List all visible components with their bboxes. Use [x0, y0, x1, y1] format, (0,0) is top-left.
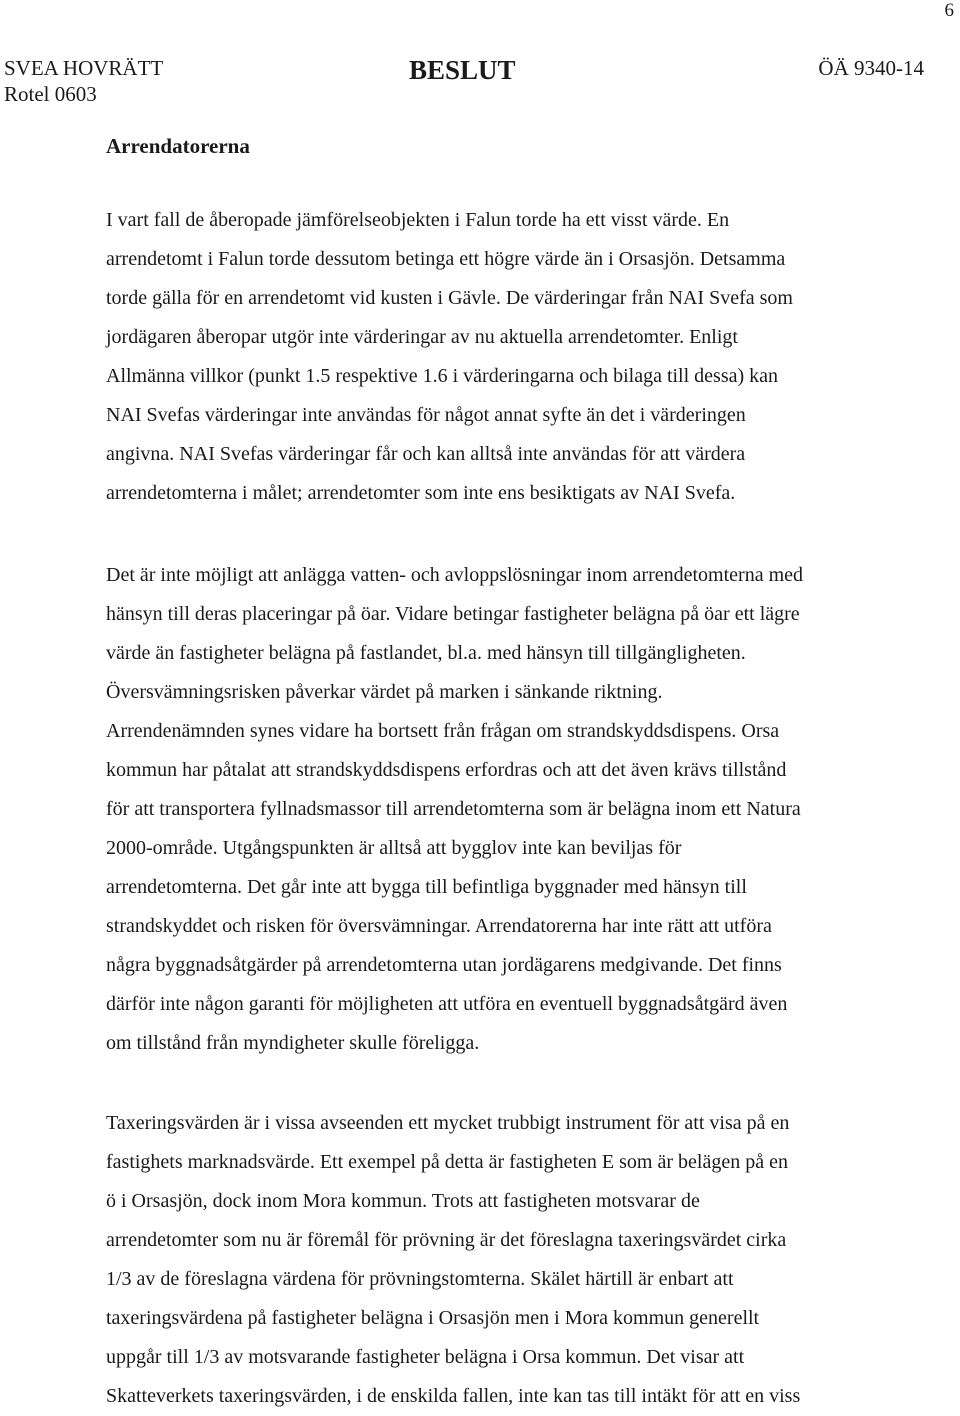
paragraph-line: strandskyddet och risken för översvämningar. Arrendatorerna har inte rätt att utföra [106, 915, 772, 937]
paragraph-line: angivna. NAI Svefas värderingar får och kan alltså inte användas för att värdera [106, 443, 746, 465]
paragraph-line: torde gälla för en arrendetomt vid kusten i Gävle. De värderingar från NAI Svefa som [106, 287, 793, 309]
paragraph-line: värde än fastigheter belägna på fastlandet, bl.a. med hänsyn till tillgängligheten. [106, 642, 746, 664]
paragraph-line: I vart fall de åberopade jämförelseobjekten i Falun torde ha ett visst värde. En [106, 209, 730, 231]
paragraph-line: NAI Svefas värderingar inte användas för något annat syfte än det i värderingen [106, 404, 746, 426]
paragraph-line: Arrendenämnden synes vidare ha bortsett från frågan om strandskyddsdispens. Orsa [106, 720, 780, 742]
paragraph-2 [106, 556, 803, 1063]
paragraph-line: taxeringsvärdena på fastigheter belägna i Orsasjön men i Mora kommun generellt [106, 1307, 760, 1329]
paragraph-line: kommun har påtalat att strandskyddsdispens erfordras och att det även krävs tillstånd [106, 759, 787, 781]
paragraph-line: Skatteverkets taxeringsvärden, i de enskilda fallen, inte kan tas till intäkt för att en viss [106, 1385, 801, 1407]
document-type: BESLUT [409, 55, 516, 85]
paragraph-line: för att transportera fyllnadsmassor till arrendetomterna som är belägna inom ett Natura [106, 798, 801, 820]
court-name: SVEA HOVRÄTT [4, 56, 164, 80]
paragraph-line: Översvämningsrisken påverkar värdet på marken i sänkande riktning. [106, 681, 663, 703]
paragraph-line: fastighets marknadsvärde. Ett exempel på detta är fastigheten E som är belägen på en [106, 1151, 788, 1173]
paragraph-line: 1/3 av de föreslagna värdena för prövningstomterna. Skälet härtill är enbart att [106, 1268, 734, 1290]
paragraph-line: arrendetomt i Falun torde dessutom betinga ett högre värde än i Orsasjön. Detsamma [106, 248, 786, 270]
case-number: ÖÄ 9340-14 [818, 56, 924, 80]
paragraph-line: ö i Orsasjön, dock inom Mora kommun. Trots att fastigheten motsvarar de [106, 1190, 700, 1212]
paragraph-line: hänsyn till deras placeringar på öar. Vidare betingar fastigheter belägna på öar ett lägre [106, 603, 800, 625]
paragraph-line: arrendetomterna i målet; arrendetomter som inte ens besiktigats av NAI Svefa. [106, 482, 736, 504]
paragraph-line: därför inte någon garanti för möjligheten att utföra en eventuell byggnadsåtgärd även [106, 993, 788, 1015]
paragraph-line: några byggnadsåtgärder på arrendetomterna utan jordägarens medgivande. Det finns [106, 954, 782, 976]
paragraph-line: arrendetomter som nu är föremål för prövning är det föreslagna taxeringsvärdet cirka [106, 1229, 787, 1251]
paragraph-line: om tillstånd från myndigheter skulle föreligga. [106, 1032, 480, 1054]
paragraph-line: Det är inte möjligt att anlägga vatten- och avloppslösningar inom arrendetomterna med [106, 564, 804, 586]
paragraph-line: Allmänna villkor (punkt 1.5 respektive 1.6 i värderingarna och bilaga till dessa) kan [106, 365, 779, 387]
division-label: Rotel 0603 [4, 82, 97, 106]
paragraph-3 [106, 1104, 800, 1416]
page-number: 6 [944, 0, 954, 21]
paragraph-line: uppgår till 1/3 av motsvarande fastigheter belägna i Orsa kommun. Det visar att [106, 1346, 745, 1368]
section-heading: Arrendatorerna [106, 134, 250, 158]
paragraph-1 [106, 201, 793, 513]
paragraph-line: Taxeringsvärden är i vissa avseenden ett mycket trubbigt instrument för att visa på en [106, 1112, 790, 1134]
paragraph-line: 2000-område. Utgångspunkten är alltså att bygglov inte kan beviljas för [106, 837, 682, 859]
paragraph-line: jordägaren åberopar utgör inte värderingar av nu aktuella arrendetomter. Enligt [106, 326, 738, 348]
paragraph-line: arrendetomterna. Det går inte att bygga till befintliga byggnader med hänsyn till [106, 876, 747, 898]
